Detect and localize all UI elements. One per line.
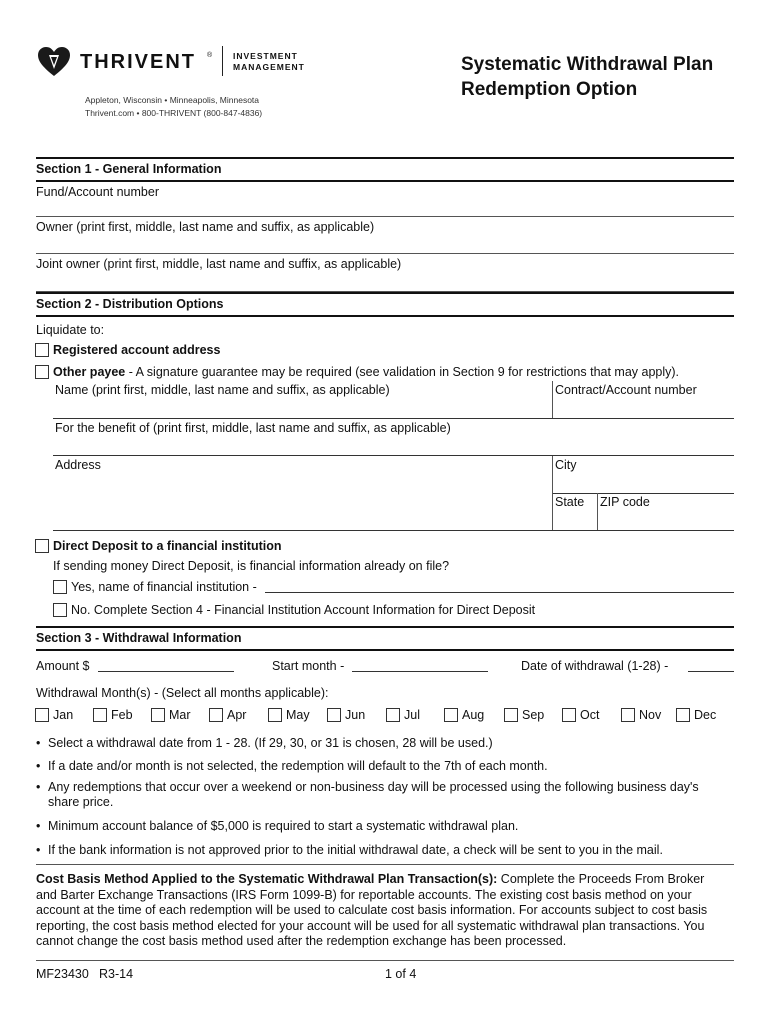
section2-heading-rule — [36, 315, 734, 317]
month-sep-checkbox[interactable] — [504, 708, 518, 722]
if-sending-label: If sending money Direct Deposit, is financial information already on file? — [53, 559, 450, 573]
month-feb-label: Feb — [111, 708, 133, 722]
month-jun-label: Jun — [345, 708, 366, 722]
zip-divider — [597, 493, 598, 531]
registered-address-checkbox[interactable] — [35, 343, 49, 357]
month-jul-label: Jul — [404, 708, 420, 722]
month-oct-checkbox[interactable] — [562, 708, 576, 722]
benefit-of-field[interactable] — [53, 455, 734, 456]
other-payee-checkbox[interactable] — [35, 365, 49, 379]
city-field[interactable] — [553, 493, 734, 494]
address-line2: Thrivent.com • 800-THRIVENT (800-847-4836) — [85, 108, 263, 118]
payee-name-label: Name (print first, middle, last name and suffix, as applicable) — [55, 383, 390, 397]
section3-top-rule — [36, 626, 734, 628]
owner-label: Owner (print first, middle, last name and suffix, as applicable) — [36, 220, 375, 234]
section3-heading-rule — [36, 649, 734, 651]
month-jun-checkbox[interactable] — [327, 708, 341, 722]
address-line1: Appleton, Wisconsin • Minneapolis, Minnesota — [85, 95, 260, 105]
no-checkbox[interactable] — [53, 603, 67, 617]
direct-deposit-checkbox[interactable] — [35, 539, 49, 553]
revision-code: R3-14 — [99, 967, 134, 981]
benefit-of-label: For the benefit of (print first, middle, last name and suffix, as applicable) — [55, 421, 451, 435]
registered-mark: ® — [207, 52, 213, 59]
payee-name-field[interactable] — [53, 418, 734, 419]
date-of-withdrawal-label: Date of withdrawal (1-28) - — [521, 659, 669, 673]
cost-basis-heading: Cost Basis Method Applied to the Systematic Withdrawal Plan Transaction(s): — [36, 872, 498, 886]
joint-owner-label: Joint owner (print first, middle, last name and suffix, as applicable) — [36, 257, 402, 271]
section2-heading: Section 2 - Distribution Options — [36, 297, 224, 311]
page-title-line2: Redemption Option — [461, 79, 638, 100]
yes-checkbox[interactable] — [53, 580, 67, 594]
city-label: City — [555, 458, 577, 472]
yes-label: Yes, name of financial institution - — [71, 580, 257, 594]
start-month-field[interactable] — [352, 671, 488, 672]
logo-divider — [222, 46, 223, 76]
owner-field[interactable] — [36, 253, 734, 254]
no-label: No. Complete Section 4 - Financial Institution Account Information for Direct Deposit — [71, 603, 536, 617]
section1-heading: Section 1 - General Information — [36, 162, 222, 176]
section3-heading: Section 3 - Withdrawal Information — [36, 631, 242, 645]
other-payee-label: Other payee — [53, 365, 126, 379]
month-jan-label: Jan — [53, 708, 74, 722]
address-label: Address — [55, 458, 101, 472]
date-of-withdrawal-field[interactable] — [688, 671, 734, 672]
state-label: State — [555, 495, 585, 509]
contract-account-label: Contract/Account number — [555, 383, 697, 397]
cost-basis-top-rule — [36, 864, 734, 865]
month-apr-label: Apr — [227, 708, 247, 722]
page-number: 1 of 4 — [385, 967, 417, 981]
month-aug-checkbox[interactable] — [444, 708, 458, 722]
section1-top-rule — [36, 157, 734, 159]
bullet-item: • If the bank information is not approved prior to the initial withdrawal date, a check will be sent to you in the mail. — [36, 843, 663, 857]
month-jan-checkbox[interactable] — [35, 708, 49, 722]
other-payee-note: - A signature guarantee may be required (see validation in Section 9 for restrictions that may apply). — [125, 365, 680, 379]
page-title-line1: Systematic Withdrawal Plan — [461, 54, 714, 75]
month-apr-checkbox[interactable] — [209, 708, 223, 722]
direct-deposit-label: Direct Deposit to a financial institution — [53, 539, 282, 553]
bullet-item: • Minimum account balance of $5,000 is required to start a systematic withdrawal plan. — [36, 819, 519, 833]
thrivent-logo-icon — [36, 46, 72, 78]
form-number: MF23430 — [36, 967, 89, 981]
division-line2: MANAGEMENT — [233, 62, 305, 72]
bullet-item-continuation: share price. — [48, 795, 114, 809]
bullet-item: • Any redemptions that occur over a weekend or non-business day will be processed using the following business day's — [36, 780, 699, 794]
month-oct-label: Oct — [580, 708, 600, 722]
month-dec-label: Dec — [694, 708, 717, 722]
financial-institution-field[interactable] — [265, 592, 734, 593]
amount-label: Amount $ — [36, 659, 90, 673]
bullet-item: • Select a withdrawal date from 1 - 28. (If 29, 30, or 31 is chosen, 28 will be used.) — [36, 736, 493, 750]
cost-basis-text: Complete the Proceeds From Broker and Barter Exchange Transactions (IRS Form 1099-B) for reportable accounts. The existing cost basis method on your account at the time of each redemption will be used to calculate cost basis information. For accounts subject to cost basis reporting, the cost basis method elected for your account will be used for all systematic withdrawal plan transactions. You cannot change the cost basis method used after the redemption exchange has been processed. — [36, 872, 708, 948]
section1-heading-rule — [36, 180, 734, 182]
withdrawal-months-label: Withdrawal Month(s) - (Select all months applicable): — [36, 686, 329, 700]
section2-top-rule — [36, 292, 734, 294]
month-aug-label: Aug — [462, 708, 485, 722]
division-line1: INVESTMENT — [233, 51, 298, 61]
registered-address-label: Registered account address — [53, 343, 221, 357]
cost-basis-paragraph — [36, 872, 726, 950]
other-payee-text — [53, 365, 679, 379]
month-jul-checkbox[interactable] — [386, 708, 400, 722]
month-may-checkbox[interactable] — [268, 708, 282, 722]
footer-rule — [36, 960, 734, 961]
month-mar-checkbox[interactable] — [151, 708, 165, 722]
month-may-label: May — [286, 708, 310, 722]
amount-field[interactable] — [98, 671, 234, 672]
month-nov-checkbox[interactable] — [621, 708, 635, 722]
month-nov-label: Nov — [639, 708, 662, 722]
address-field[interactable] — [53, 530, 734, 531]
fund-account-field[interactable] — [36, 216, 734, 217]
month-dec-checkbox[interactable] — [676, 708, 690, 722]
start-month-label: Start month - — [272, 659, 345, 673]
liquidate-to-label: Liquidate to: — [36, 323, 105, 337]
fund-account-label: Fund/Account number — [36, 185, 159, 199]
contract-divider — [552, 381, 553, 419]
zip-label: ZIP code — [600, 495, 650, 509]
bullet-item: • If a date and/or month is not selected, the redemption will default to the 7th of each month. — [36, 759, 548, 773]
month-sep-label: Sep — [522, 708, 545, 722]
logo-text: THRIVENT — [80, 51, 196, 73]
month-mar-label: Mar — [169, 708, 191, 722]
month-feb-checkbox[interactable] — [93, 708, 107, 722]
